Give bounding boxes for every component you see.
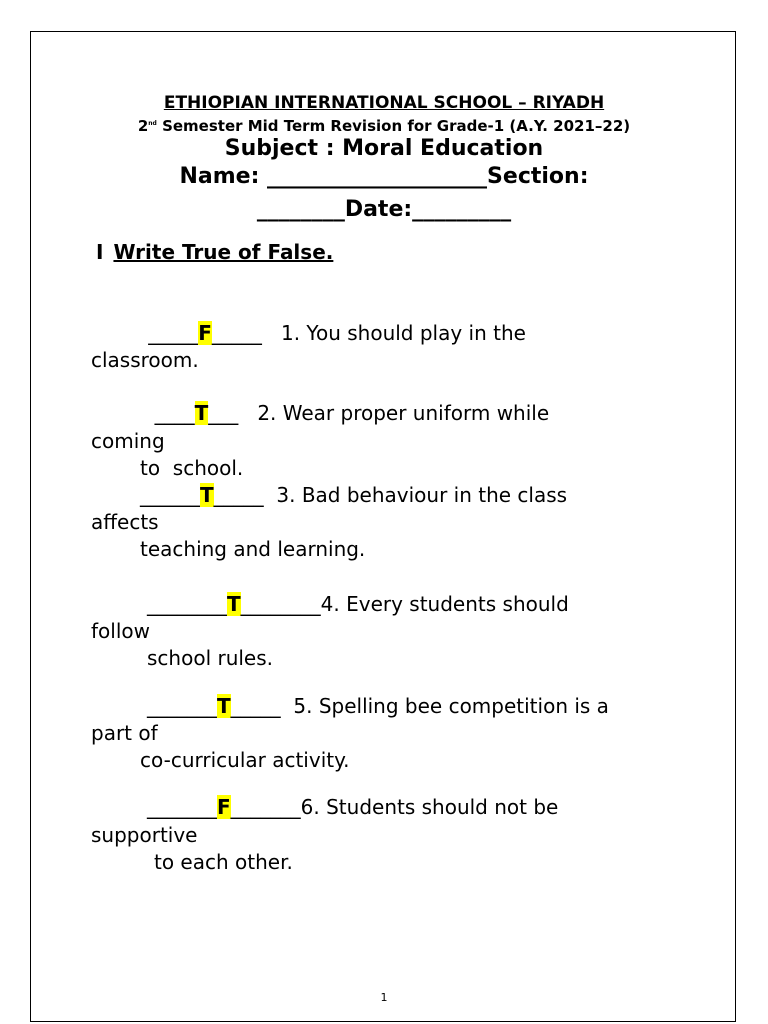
question-text: 5. Spelling bee competition is a	[293, 694, 609, 718]
section-title: Write True of False.	[113, 240, 334, 264]
answer-blank-right: _____	[213, 483, 271, 507]
subject-line: Subject : Moral Education	[224, 136, 544, 161]
question-text: 3. Bad behaviour in the class	[276, 483, 568, 507]
answer-blank-left: _____	[148, 321, 199, 345]
question-text: 1. You should play in the	[280, 321, 526, 345]
question-1-line-2: classroom.	[91, 348, 199, 372]
semester-number: 2	[137, 117, 149, 135]
question-3-line-1	[140, 482, 567, 509]
section-heading	[96, 240, 333, 264]
answer-blank-left: ____	[154, 401, 195, 425]
semester-title	[0, 117, 768, 135]
question-5-line-3: co-curricular activity.	[140, 748, 350, 772]
question-4-line-1	[147, 591, 569, 618]
answer-mark: T	[194, 401, 209, 425]
answer-mark: T	[217, 694, 231, 718]
semester-superscript: nd	[148, 120, 157, 127]
question-2-line-3: to school.	[140, 456, 244, 480]
name-section-line: Name: ____________________Section:	[179, 164, 589, 189]
question-text: 6. Students should not be	[300, 795, 559, 819]
answer-blank-right: ___	[208, 401, 251, 425]
question-2-line-1	[91, 400, 549, 427]
date-line: ________Date:_________	[256, 197, 512, 222]
semester-description: Semester Mid Term Revision for Grade-1 (A.Y. 2021–22)	[156, 117, 631, 135]
question-4-line-2: follow	[91, 619, 150, 643]
answer-blank-left: _______	[147, 795, 217, 819]
question-text: 2. Wear proper uniform while	[257, 401, 550, 425]
answer-blank-left: ________	[147, 592, 227, 616]
question-6-line-2: supportive	[91, 823, 198, 847]
answer-mark: T	[200, 483, 214, 507]
school-name: ETHIOPIAN INTERNATIONAL SCHOOL – RIYADH	[163, 93, 605, 113]
answer-blank-right: _____	[211, 321, 275, 345]
question-5-line-1	[147, 693, 609, 720]
question-3-line-2: affects	[91, 510, 159, 534]
question-1-line-1	[91, 320, 526, 347]
question-3-line-3: teaching and learning.	[140, 537, 366, 561]
question-2-line-2: coming	[91, 429, 165, 453]
answer-blank-right: _____	[230, 694, 288, 718]
section-numeral: I	[96, 240, 104, 264]
question-5-line-2: part of	[91, 721, 158, 745]
answer-blank-left: _______	[147, 694, 217, 718]
answer-blank-left: ______	[140, 483, 200, 507]
answer-mark: T	[227, 592, 241, 616]
answer-blank-right: _______	[230, 795, 301, 819]
answer-mark: F	[198, 321, 212, 345]
question-4-line-3: school rules.	[147, 646, 274, 670]
question-6-line-3: to each other.	[154, 850, 293, 874]
question-text: 4. Every students should	[320, 592, 569, 616]
answer-mark: F	[217, 795, 231, 819]
page-number: 1	[380, 991, 388, 1004]
answer-blank-right: ________	[240, 592, 321, 616]
question-6-line-1	[147, 794, 558, 821]
